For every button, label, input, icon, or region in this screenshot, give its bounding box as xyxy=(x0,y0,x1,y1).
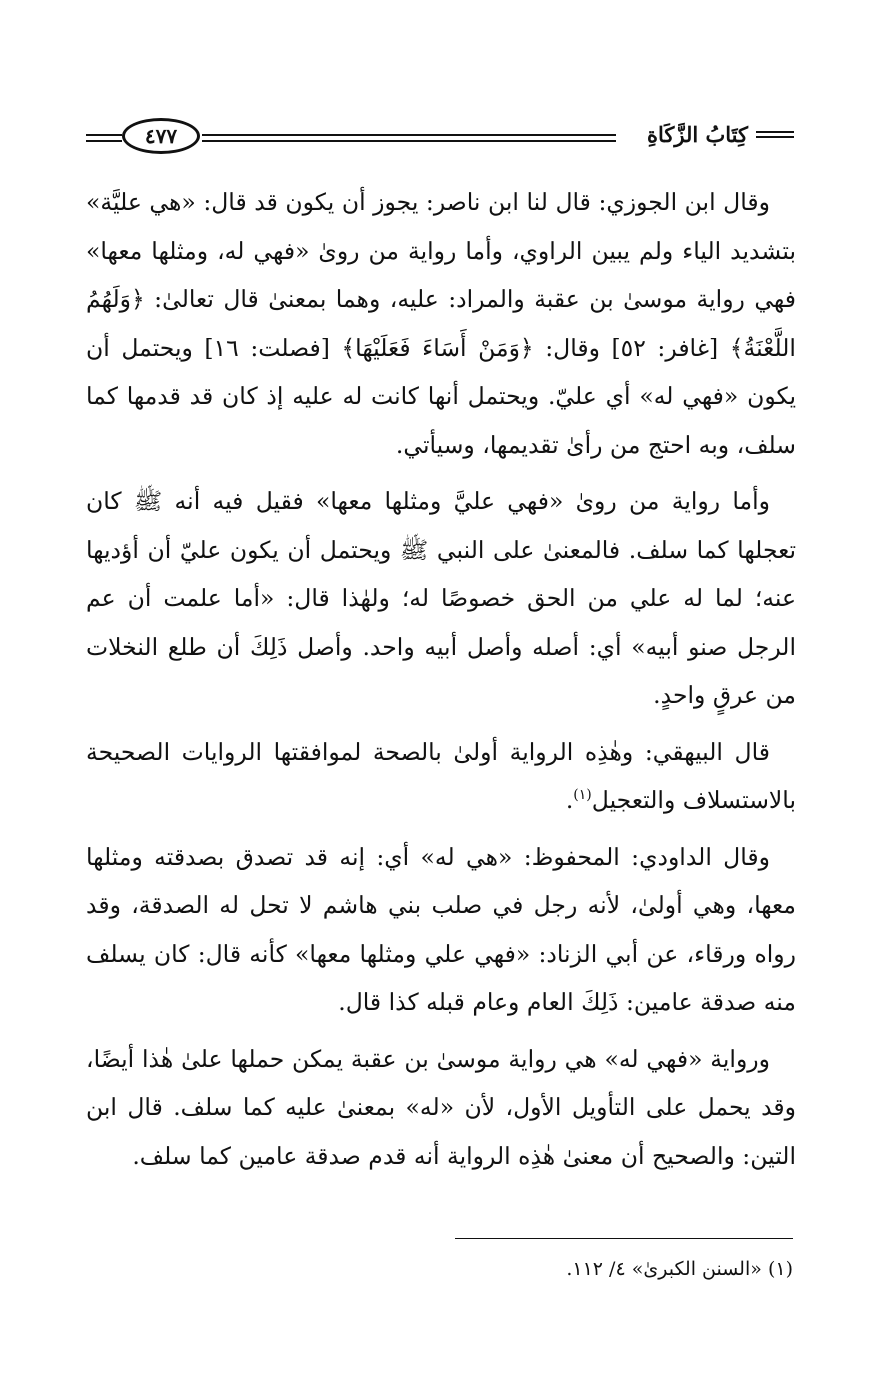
footnote-separator xyxy=(455,1238,793,1239)
page-number-oval xyxy=(122,118,200,154)
header-double-rule xyxy=(202,134,616,142)
paragraph-1: وقال ابن الجوزي: قال لنا ابن ناصر: يجوز أن يكون قد قال: «هي عليَّة» بتشديد الياء ولم يبين الراوي، وأما رواية من روىٰ «فهي له، ومثلها معها» فهي رواية موسىٰ بن عقبة والمراد: عليه، وهما بمعنىٰ قال تعالىٰ: ﴿وَلَهُمُ اللَّعْنَةُ﴾ [غافر: ٥٢] وقال: ﴿وَمَنْ أَسَاءَ فَعَلَيْهَا﴾ [فصلت: ١٦] ويحتمل أن يكون «فهي له» أي عليّ. ويحتمل أنها كانت له عليه إذ كان قد قدمها كما سلف، وبه احتج من رأىٰ تقديمها، وسيأتي. xyxy=(86,188,796,459)
paragraph-3-text: قال البيهقي: وهٰذِه الرواية أولىٰ بالصحة لموافقتها الروايات الصحيحة بالاستسلاف والتعجيل xyxy=(86,737,796,814)
paragraph-2: وأما رواية من روىٰ «فهي عليَّ ومثلها معها» فقيل فيه أنه ﷺ كان تعجلها كما سلف. فالمعنىٰ على النبي ﷺ ويحتمل أن يكون عليّ أن أؤديها عنه؛ لما له علي من الحق خصوصًا له؛ ولهٰذا قال: «أما علمت أن عم الرجل صنو أبيه» أي: أصله وأصل أبيه واحد. وأصل ذَلِكَ أن طلع النخلات من عرقٍ واحدٍ. xyxy=(86,487,796,709)
footnote xyxy=(83,1252,793,1286)
paragraph-4: وقال الداودي: المحفوظ: «هي له» أي: إنه قد تصدق بصدقته ومثلها معها، وهي أولىٰ، لأنه رجل في صلب بني هاشم لا تحل له الصدقة، وقد رواه ورقاء، عن أبي الزناد: «فهي علي ومثلها معها» كأنه قال: كان يسلف منه صدقة عامين: ذَلِكَ العام وعام قبله كذا قال. xyxy=(86,842,796,1016)
title-ornament-rule xyxy=(756,131,794,138)
paragraph-3 xyxy=(86,728,796,825)
page-number: ٤٧٧ xyxy=(144,124,178,148)
running-title xyxy=(647,122,794,147)
paragraph-5: ورواية «فهي له» هي رواية موسىٰ بن عقبة يمكن حملها علىٰ هٰذا أيضًا، وقد يحمل على التأويل الأول، لأن «له» بمعنىٰ عليه كما سلف. قال ابن التين: والصحيح أن معنىٰ هٰذِه الرواية أنه قدم صدقة عامين كما سلف. xyxy=(86,1044,796,1170)
main-text xyxy=(86,178,796,1188)
footnote-reference[interactable]: (١) xyxy=(573,787,592,804)
paragraph-3-end: . xyxy=(565,786,574,814)
page-header xyxy=(86,118,794,166)
footnote-marker: (١) xyxy=(767,1258,793,1280)
footnote-text: «السنن الكبرىٰ» ٤/ ١١٢. xyxy=(566,1258,762,1280)
book-title-text: كِتَابُ الزَّكَاةِ xyxy=(646,122,748,147)
header-left-rule xyxy=(86,134,122,142)
